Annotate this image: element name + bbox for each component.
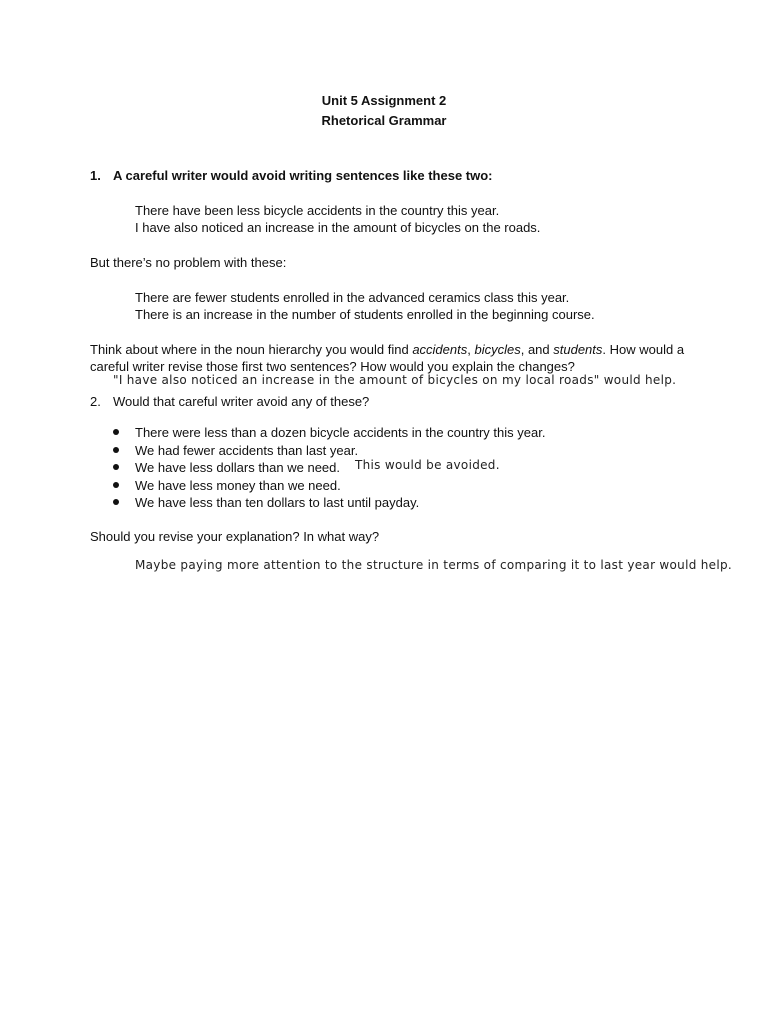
think-paragraph-line2: careful writer revise those first two sentences? How would you explain the changes? <box>90 359 575 374</box>
separator: , and <box>520 342 554 357</box>
bullet-icon <box>113 464 119 470</box>
document-subtitle: Rhetorical Grammar <box>321 113 447 128</box>
question1-prompt: A careful writer would avoid writing sentences like these two: <box>113 168 493 183</box>
bullet-icon <box>113 499 119 505</box>
handwritten-answer-1: "I have also noticed an increase in the amount of bicycles on my local roads" would help. <box>113 373 677 387</box>
bullet-icon <box>113 429 119 435</box>
good-example-2: There is an increase in the number of students enrolled in the beginning course. <box>135 307 595 322</box>
think-suffix: . How would a <box>602 342 685 357</box>
think-prefix: Think about where in the noun hierarchy you would find <box>90 342 413 357</box>
question1-number: 1. <box>90 168 101 183</box>
question2-prompt: Would that careful writer avoid any of these? <box>113 394 370 409</box>
followup-question: Should you revise your explanation? In what way? <box>90 529 380 544</box>
list-item: We have less money than we need. <box>112 477 545 495</box>
term-accidents: accidents <box>412 342 468 357</box>
list-item: There were less than a dozen bicycle accidents in the country this year. <box>112 424 545 442</box>
term-bicycles: bicycles <box>474 342 521 357</box>
bullet-icon <box>113 482 119 488</box>
list-item: We have less than ten dollars to last until payday. <box>112 494 545 512</box>
list-item: We had fewer accidents than last year. <box>112 442 545 460</box>
question2-number: 2. <box>90 394 101 409</box>
bad-example-2: I have also noticed an increase in the amount of bicycles on the roads. <box>135 220 541 235</box>
separator: , <box>467 342 475 357</box>
think-paragraph-line1 <box>90 341 684 358</box>
bad-example-1: There have been less bicycle accidents in the country this year. <box>135 203 500 218</box>
term-students: students <box>553 342 603 357</box>
list-item: We have less dollars than we need. <box>112 459 545 477</box>
good-example-1: There are fewer students enrolled in the advanced ceramics class this year. <box>135 290 570 305</box>
handwritten-answer-2: Maybe paying more attention to the structure in terms of comparing it to last year would help. <box>135 558 733 572</box>
transition-text: But there’s no problem with these: <box>90 255 287 270</box>
bullet-icon <box>113 447 119 453</box>
document-title: Unit 5 Assignment 2 <box>321 93 447 108</box>
handwritten-note: This would be avoided. <box>355 458 500 472</box>
